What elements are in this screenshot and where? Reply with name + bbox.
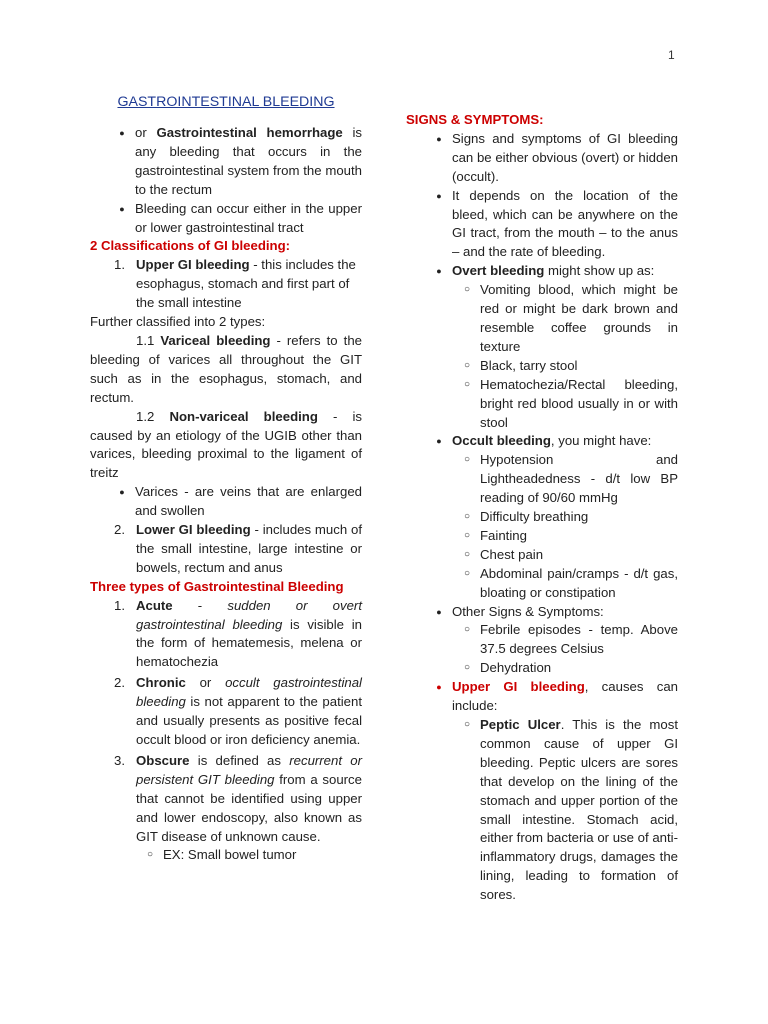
signs-bullet-list (436, 130, 678, 281)
right-column (406, 111, 678, 905)
circle-bullet-icon: ○ (463, 359, 471, 371)
upper-gi-sublist (463, 716, 678, 905)
list-item: ○ Dehydration (480, 659, 678, 678)
classification-list-2 (114, 521, 362, 578)
bullet-icon: ● (436, 682, 442, 693)
intro-bullet-list (119, 124, 362, 237)
varices-bullet-list (119, 483, 362, 521)
list-item: ○ Vomiting blood, which might be red or might be dark brown and resemble coffee grounds in texture (480, 281, 678, 357)
list-item: ○ Chest pain (480, 546, 678, 565)
list-item: ○ EX: Small bowel tumor (163, 846, 362, 865)
list-item: 2. Chronic or occult gastrointestinal bleeding is not apparent to the patient and usually presents as positive fecal occult blood or iron deficiency anemia. (114, 675, 362, 747)
list-item: 2. Lower GI bleeding - includes much of the small intestine, large intestine or bowels, rectum and anus (114, 522, 362, 575)
classification-list-1 (114, 256, 362, 313)
circle-bullet-icon: ○ (463, 567, 471, 579)
bullet-icon: ● (119, 203, 125, 214)
list-item: ● Bleeding can occur either in the upper or lower gastrointestinal tract (135, 200, 362, 238)
circle-bullet-icon: ○ (146, 849, 154, 861)
list-item: ● Upper GI bleeding, causes can include: (452, 678, 678, 716)
circle-bullet-icon: ○ (463, 454, 471, 466)
bullet-icon: ● (119, 128, 125, 138)
bullet-icon: ● (436, 190, 442, 201)
document-title: GASTROINTESTINAL BLEEDING (117, 94, 335, 110)
list-item: ● or Gastrointestinal hemorrhage is any bleeding that occurs in the gastrointestinal system from the mouth to the rectum (135, 124, 362, 200)
bullet-icon: ● (119, 487, 125, 498)
circle-bullet-icon: ○ (463, 662, 471, 674)
other-sublist (463, 621, 678, 678)
list-item: ○ Abdominal pain/cramps - d/t gas, bloating or constipation (480, 565, 678, 603)
list-item: ○ Hypotension and Lightheadedness - d/t low BP reading of 90/60 mmHg (480, 451, 678, 508)
list-item: ○ Fainting (480, 527, 678, 546)
occult-sublist (463, 451, 678, 602)
list-item: ○ Difficulty breathing (480, 508, 678, 527)
list-item: ● Occult bleeding, you might have: (452, 432, 678, 451)
circle-bullet-icon: ○ (463, 511, 471, 523)
list-item: 3. Obscure is defined as recurrent or persistent GIT bleeding from a source that cannot be identified using upper and lower endoscopy, also known as GIT disease of unknown cause. (114, 752, 362, 844)
occult-bullet-list (436, 432, 678, 451)
classifications-heading: 2 Classifications of GI bleeding: (90, 238, 291, 254)
bullet-icon: ● (436, 266, 442, 277)
circle-bullet-icon: ○ (463, 624, 471, 636)
bullet-icon: ● (436, 436, 442, 447)
example-list (146, 846, 362, 865)
list-item: ● Signs and symptoms of GI bleeding can be either obvious (overt) or hidden (occult). (452, 130, 678, 187)
further-classified-text: Further classified into 2 types: (90, 314, 266, 330)
list-item: ○ Black, tarry stool (480, 357, 678, 376)
circle-bullet-icon: ○ (463, 548, 471, 560)
list-item: ● Varices - are veins that are enlarged and swollen (135, 483, 362, 521)
list-item: ● Other Signs & Symptoms: (452, 603, 678, 622)
list-item: ○ Febrile episodes - temp. Above 37.5 degrees Celsius (480, 621, 678, 659)
circle-bullet-icon: ○ (463, 719, 471, 730)
signs-symptoms-heading: SIGNS & SYMPTOMS: (406, 112, 544, 127)
left-column (90, 92, 362, 865)
overt-sublist (463, 281, 678, 432)
circle-bullet-icon: ○ (463, 529, 471, 541)
bleeding-types-list (114, 597, 362, 847)
circle-bullet-icon: ○ (463, 378, 471, 390)
page-number: 1 (668, 48, 675, 62)
circle-bullet-icon: ○ (463, 284, 471, 296)
types-heading: Three types of Gastrointestinal Bleeding (90, 578, 344, 594)
bullet-icon: ● (436, 606, 442, 617)
list-item: ○ Peptic Ulcer. This is the most common cause of upper GI bleeding. Peptic ulcers are sores that develop on the lining of the stomach and upper portion of the small intestine. Stomach acid, either from bacteria or use of anti-inflammatory drugs, damages the lining, leading to formation of sores. (480, 716, 678, 905)
list-item: ● Overt bleeding might show up as: (452, 262, 678, 281)
list-item: ○ Hematochezia/Rectal bleeding, bright red blood usually in or with stool (480, 376, 678, 433)
bullet-icon: ● (436, 133, 442, 144)
variceal-paragraph: 1.1 Variceal bleeding - refers to the bleeding of varices all throughout the GIT such as in the esophagus, stomach, and rectum. (90, 332, 362, 405)
non-variceal-paragraph: 1.2 Non-variceal bleeding - is caused by an etiology of the UGIB other than varices, bleeding proximal to the ligament of treitz (90, 408, 363, 481)
list-item: ● It depends on the location of the bleed, which can be anywhere on the GI tract, from the mouth – to the anus – and the rate of bleeding. (452, 187, 678, 263)
list-item: 1. Acute - sudden or overt gastrointestinal bleeding is visible in the form of hematemesis, melena or hematochezia (114, 597, 362, 670)
upper-gi-bullet-list (436, 678, 678, 716)
list-item: 1. Upper GI bleeding - this includes the esophagus, stomach and first part of the small intestine (114, 257, 356, 311)
other-bullet-list (436, 603, 678, 622)
